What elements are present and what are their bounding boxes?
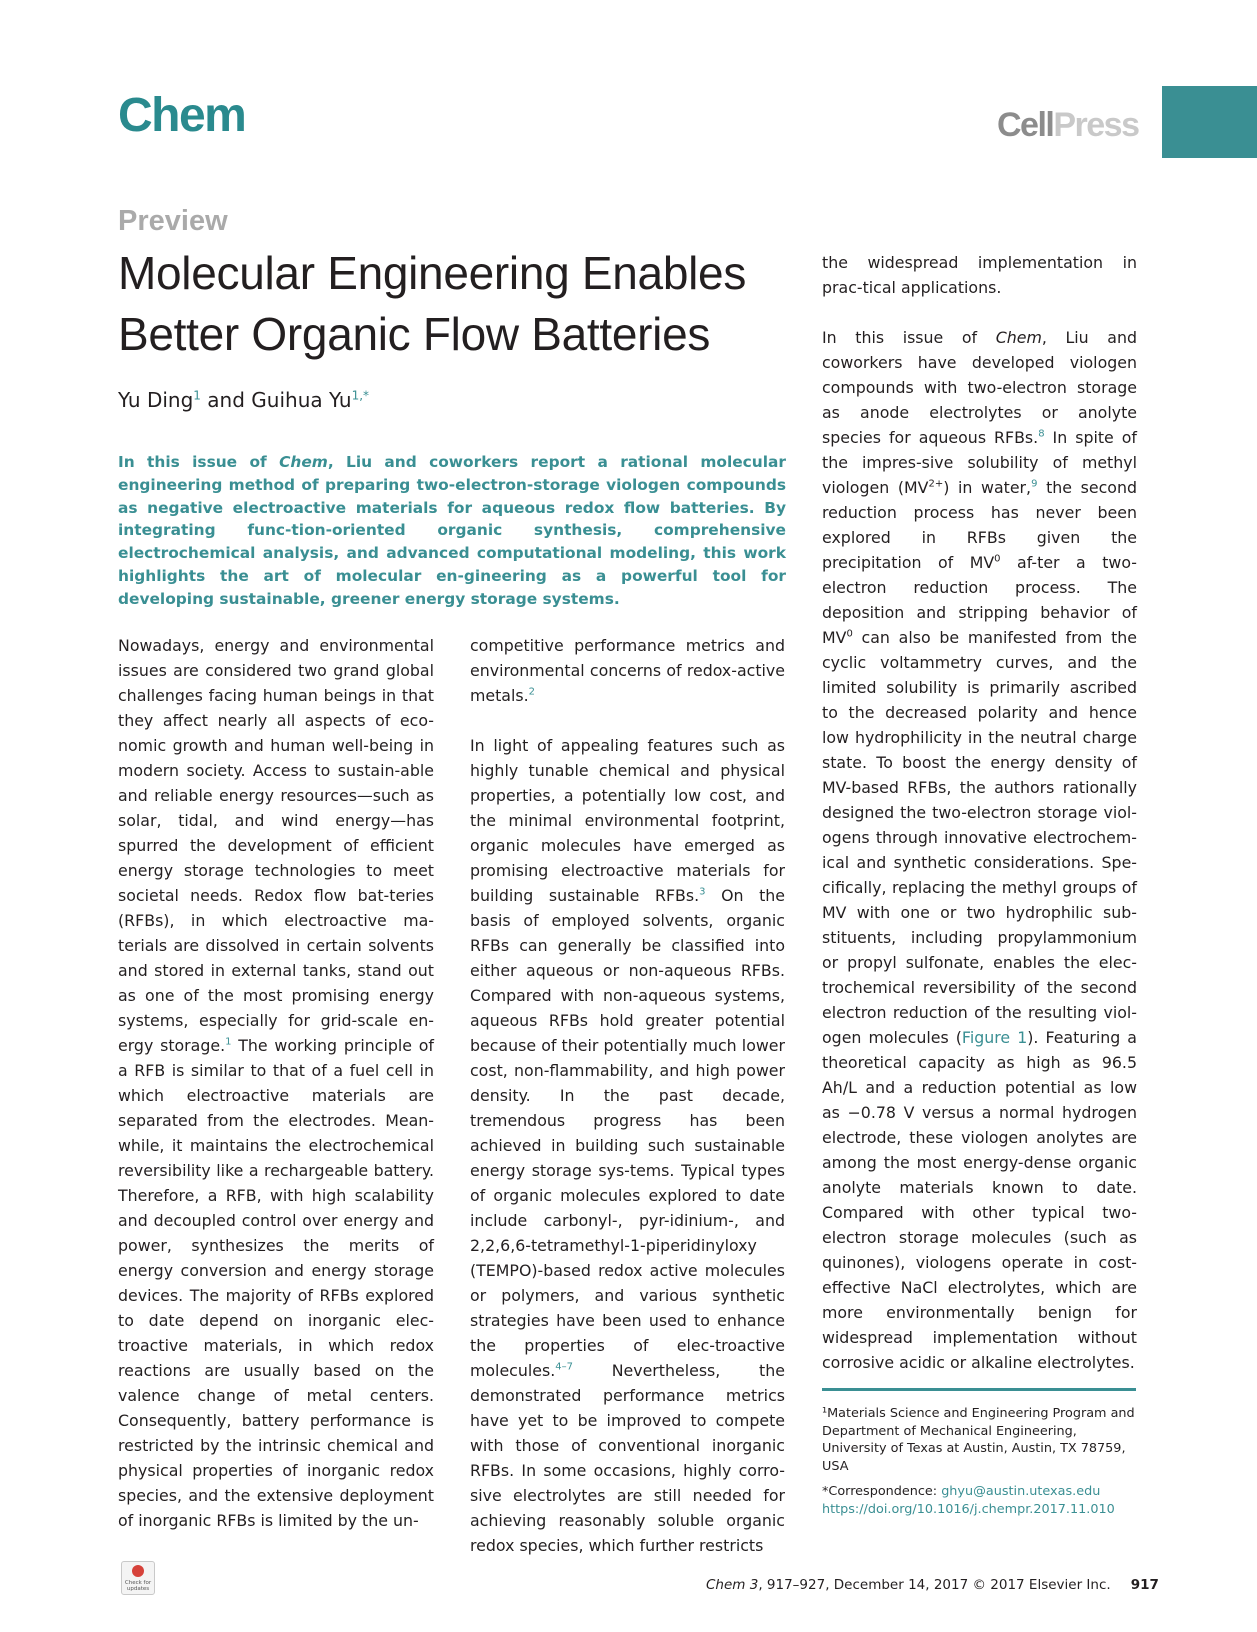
affiliation-note: ¹Materials Science and Engineering Program and Department of Mechanical Engineering, University of Texas at Austin, Austin, TX 78759, USA	[822, 1406, 1135, 1474]
citation-ref[interactable]: 3	[699, 886, 706, 898]
paragraph: the widespread implementation in prac-tical applications.	[822, 253, 1137, 297]
body-column-1	[118, 633, 434, 1533]
page-number: 917	[1130, 1577, 1159, 1593]
paragraph: In this issue of Chem, Liu and coworkers have developed viologen compounds with two-electron storage as anode electrolytes or anolyte species for aqueous RFBs.$^8$ In spite of the impres-sive solubility of methyl viologen $(MV^{2+})$ in water,$^9$ the second reduction process has never been explored in RFBs given the precipitation of $MV^0$ af-ter a two-electron reduction process. The deposition and stripping behavior of $MV^0$ can also be manifested from the cyclic voltammetry curves, and the limited solubility is primarily ascribed to the decreased polarity and hence low hydrophilicity in the neutral charge state. To boost the energy density of MV-based RFBs, the authors rationally designed the two-electron storage viol-ogens through innovative electrochem-ical and synthetic considerations. Spe-cifically, replacing the methyl groups of MV with one or two hydrophilic sub-stituents, including propylammonium or propyl sulfonate, enables the elec-trochemical reversibility of the second electron reduction of the resulting viol-ogen molecules (Figure 1). Featuring a theoretical capacity as high as 96.5 Ah/L and a reduction potential as low as −0.78 V versus a normal hydrogen electrode, these viologen anolytes are among the most energy-dense organic anolyte materials known to date. Compared with other typical two-electron storage molecules (such as quinones), viologens operate in cost-effective NaCl electrolytes, which are more environmentally benign for widespread implementation without corrosive acidic or alkaline electrolytes.	[822, 328, 1137, 1372]
article-title	[118, 243, 798, 365]
correspondence-email-link[interactable]: ghyu@austin.utexas.edu	[941, 1484, 1101, 1499]
publisher-logo-part2: Press	[1053, 106, 1139, 144]
title-line-1: Molecular Engineering Enables	[118, 247, 747, 299]
body-column-3	[822, 250, 1137, 1375]
citation-ref[interactable]: 1	[225, 1036, 232, 1048]
author-1: Yu Ding	[118, 388, 194, 412]
check-for-updates-badge[interactable]	[121, 1561, 155, 1595]
body-column-2	[470, 633, 785, 1558]
footnote-block	[822, 1405, 1140, 1518]
author-1-affiliation[interactable]: 1	[193, 388, 201, 403]
figure-1-link[interactable]: Figure 1	[961, 1028, 1028, 1047]
author-conjunction: and	[200, 388, 252, 412]
footnote-divider	[822, 1388, 1136, 1391]
abstract: In this issue of Chem, Liu and coworkers report a rational molecular engineering method of preparing two-electron-storage viologen compounds as negative electroactive materials for aqueous redox flow batteries. By integrating func-tion-oriented organic synthesis, comprehensive electrochemical analysis, and advanced computational modeling, this work highlights the art of molecular en-gineering as a powerful tool for developing sustainable, greener energy storage systems.	[118, 453, 786, 608]
author-2-affiliation[interactable]: 1,*	[351, 388, 370, 403]
page-footer: Chem 3, 917–927, December 14, 2017 © 2017 Elsevier Inc. 917	[706, 1577, 1159, 1593]
crossmark-icon	[132, 1565, 144, 1577]
correspondence-note: *Correspondence: ghyu@austin.utexas.edu	[822, 1484, 1101, 1499]
citation-ref[interactable]: 9	[1031, 478, 1038, 490]
author-list	[118, 388, 369, 412]
section-label: Preview	[118, 205, 228, 237]
publisher-logo-part1: Cell	[997, 106, 1054, 144]
teal-corner-tab	[1162, 86, 1257, 158]
paragraph: Nowadays, energy and environmental issues are considered two grand global challenges facing human beings in that they affect nearly all aspects of eco-nomic growth and human well-being in modern society. Access to sustain-able and reliable energy resources—such as solar, tidal, and wind energy—has spurred the development of efficient energy storage technologies to meet societal needs. Redox flow bat-teries (RFBs), in which electroactive ma-terials are dissolved in certain solvents and stored in external tanks, stand out as one of the most promising energy systems, especially for grid-scale en-ergy storage.$^1$ The working principle of a RFB is similar to that of a fuel cell in which electroactive materials are separated from the electrodes. Mean-while, it maintains the electrochemical reversibility like a rechargeable battery. Therefore, a RFB, with high scalability and decoupled control over energy and power, synthesizes the merits of energy conversion and energy storage devices. The majority of RFBs explored to date depend on inorganic elec-troactive materials, in which redox reactions are usually based on the valence change of metal centers. Consequently, battery performance is restricted by the intrinsic chemical and physical properties of inorganic redox species, and the extensive deployment of inorganic RFBs is limited by the un-	[118, 636, 434, 1530]
title-line-2: Better Organic Flow Batteries	[118, 308, 711, 360]
check-for-updates-label: Check for updates	[124, 1580, 152, 1592]
doi-link[interactable]: https://doi.org/10.1016/j.chempr.2017.11.010	[822, 1501, 1115, 1517]
paragraph: competitive performance metrics and environmental concerns of redox-active metals.$^2$	[470, 636, 785, 705]
journal-logo: Chem	[118, 89, 246, 142]
author-2: Guihua Yu	[251, 388, 352, 412]
citation-ref[interactable]: 4–7	[555, 1361, 573, 1373]
citation-ref[interactable]: 2	[528, 686, 535, 698]
publisher-logo	[997, 108, 1139, 142]
citation-ref[interactable]: 8	[1038, 428, 1045, 440]
paragraph: In light of appealing features such as highly tunable chemical and physical properties, a potentially low cost, and the minimal environmental footprint, organic molecules have emerged as promising electroactive materials for building sustainable RFBs.$^3$ On the basis of employed solvents, organic RFBs can generally be classified into either aqueous or non-aqueous RFBs. Compared with non-aqueous systems, aqueous RFBs hold greater potential because of their potentially much lower cost, non-flammability, and high power density. In the past decade, tremendous progress has been achieved in building such sustainable energy storage sys-tems. Typical types of organic molecules explored to date include carbonyl-, pyr-idinium-, and 2,2,6,6-tetramethyl-1-piperidinyloxy (TEMPO)-based redox active molecules or polymers, and various synthetic strategies have been used to enhance the properties of elec-troactive molecules.$^{4-7}$ Nevertheless, the demonstrated performance metrics have yet to be improved to compete with those of conventional inorganic RFBs. In some occasions, highly corro-sive electrolytes are still needed for achieving reasonably soluble organic redox species, which further restricts	[470, 736, 785, 1555]
